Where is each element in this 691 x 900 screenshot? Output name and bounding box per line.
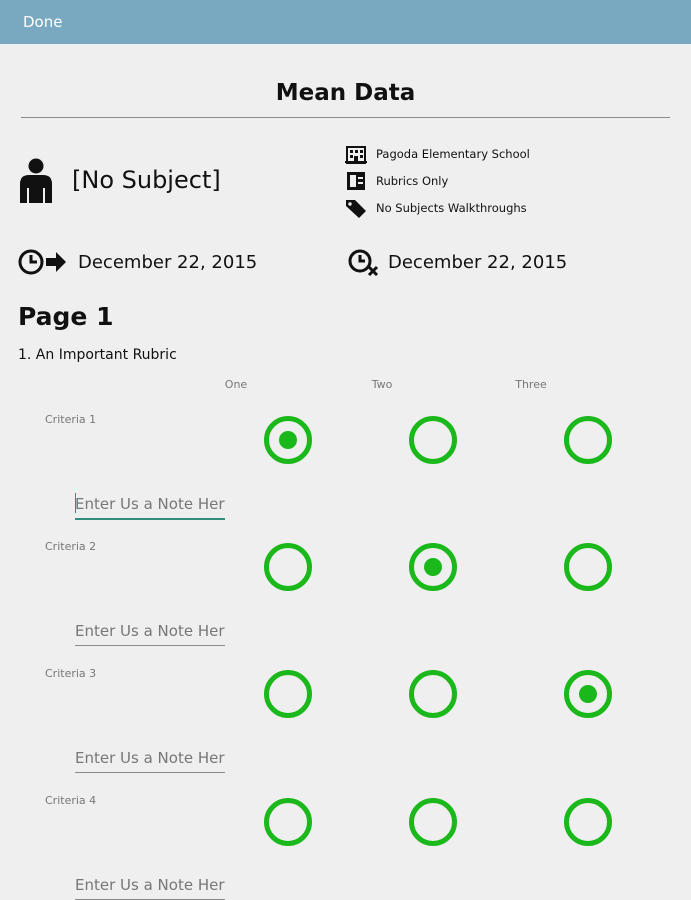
meta-mode [345, 171, 448, 191]
end-date-label: December 22, 2015 [388, 251, 568, 273]
criteria-2-note-input[interactable] [75, 617, 225, 646]
title-divider [21, 117, 670, 118]
criteria-4-note-input[interactable] [75, 871, 225, 900]
criteria-1-radio-one[interactable] [264, 416, 312, 464]
criteria-2-radio-three[interactable] [564, 543, 612, 591]
start-date [18, 248, 257, 276]
person-icon [17, 158, 55, 203]
criteria-3-radio-three[interactable] [564, 670, 612, 718]
section-title: Page 1 [18, 302, 114, 331]
clock-arrow-icon [18, 248, 68, 276]
criteria-label: Criteria 2 [45, 540, 97, 553]
mode-label: Rubrics Only [376, 174, 449, 188]
criteria-3-radio-two[interactable] [409, 670, 457, 718]
criteria-4-radio-two[interactable] [409, 798, 457, 846]
criteria-label: Criteria 3 [45, 667, 97, 680]
done-button[interactable]: Done [23, 13, 63, 31]
school-name: Pagoda Elementary School [376, 147, 530, 161]
criteria-1-note-input[interactable] [75, 490, 225, 520]
text-cursor [75, 493, 76, 513]
meta-tag [345, 198, 527, 218]
criteria-2-radio-two[interactable] [409, 543, 457, 591]
rubric-book-icon [345, 171, 367, 191]
criteria-3-radio-one[interactable] [264, 670, 312, 718]
criteria-3-note-input[interactable] [75, 744, 225, 773]
criteria-label: Criteria 4 [45, 794, 97, 807]
column-header-two: Two [371, 378, 393, 391]
subject-name: [No Subject] [72, 166, 221, 194]
top-bar [0, 0, 691, 44]
column-header-one: One [224, 378, 248, 391]
rubric-title: 1. An Important Rubric [18, 347, 177, 363]
criteria-4-radio-three[interactable] [564, 798, 612, 846]
meta-school [345, 144, 530, 164]
criteria-1-radio-two[interactable] [409, 416, 457, 464]
criteria-1-radio-three[interactable] [564, 416, 612, 464]
building-icon [345, 144, 367, 164]
end-date [348, 248, 567, 276]
criteria-2-radio-one[interactable] [264, 543, 312, 591]
tag-label: No Subjects Walkthroughs [376, 201, 527, 215]
criteria-4-radio-one[interactable] [264, 798, 312, 846]
criteria-label: Criteria 1 [45, 413, 97, 426]
clock-x-icon [348, 248, 380, 276]
start-date-label: December 22, 2015 [78, 251, 258, 273]
page-title: Mean Data [275, 80, 416, 106]
tag-icon [345, 198, 367, 218]
column-header-three: Three [515, 378, 547, 391]
